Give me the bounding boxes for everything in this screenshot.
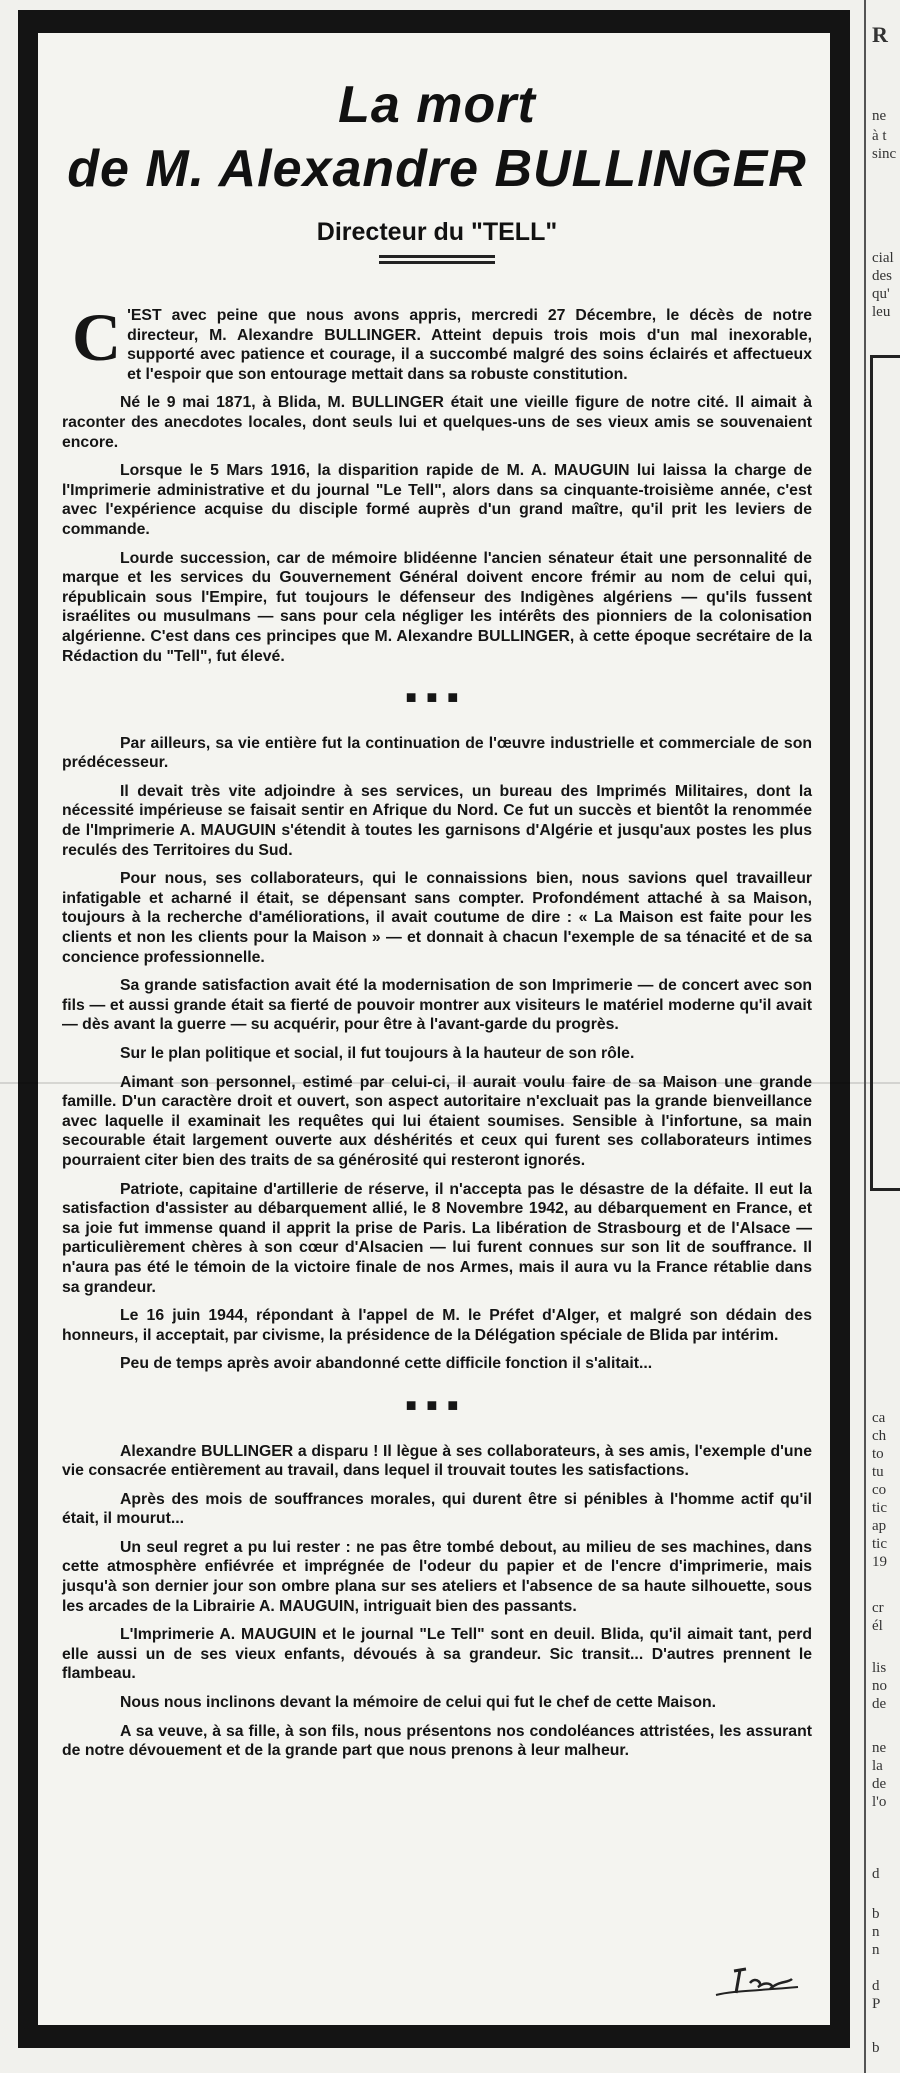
fragment-text: P	[872, 1996, 881, 2012]
fragment-text: d	[872, 1866, 880, 1882]
paragraph: Peu de temps après avoir abandonné cette difficile fonction il s'alitait...	[120, 1355, 653, 1373]
paragraph: Le 16 juin 1944, répondant à l'appel de M. le Préfet d'Alger, et malgré son dédain des honneurs, il acceptait, par civisme, la présidence de la Délégation spéciale de Blida par intérim.	[62, 1307, 812, 1344]
paragraph: Patriote, capitaine d'artillerie de réserve, il n'accepta pas le désastre de la défaite. Il eut la satisfaction d'assister au débarquement allié, le 8 Novembre 1942, au débarquement en France, et sa joie fut immense quand il apprit la prise de Paris. La libération de Strasbourg et de l'Alsace — particulièrement chères à son cœur d'Alsacien — lui furent connues sur son lit de souffrance. Il n'aura pas été le témoin de la victoire finale de nos Armes, mais il aura vu la France rétablie dans sa grandeur.	[62, 1180, 812, 1296]
fragment-text: de	[872, 1776, 887, 1792]
fragment-text: co	[872, 1482, 887, 1498]
paragraph: Il devait très vite adjoindre à ses services, un bureau des Imprimés Militaires, dont la nécessité impérieuse se faisait sentir en Afrique du Nord. Ce fut un succès et bientôt la renommée de l'Imprimerie A. MAUGUIN s'étendit à toutes les garnisons d'Algérie et jusqu'aux postes les plus reculés des Territoires du Sud.	[62, 782, 812, 859]
column-rule	[864, 0, 866, 2073]
paragraph: Après des mois de souffrances morales, qui durent être si pénibles à l'homme actif qu'il était, il mourut...	[62, 1490, 812, 1528]
fragment-text: à t	[872, 128, 887, 144]
fragment-text: ca	[872, 1410, 886, 1426]
fragment-text: él	[872, 1618, 883, 1634]
paragraph-text: 'EST avec peine que nous avons appris, mercredi 27 Décembre, le décès de notre directeur, M. Alexandre BULLINGER. Atteint depuis trois mois d'un mal inexorable, supporté avec patience et courage, il a succombé malgré des soins éclairés et affectueux et l'espoir que son entourage mettait dans sa robuste constitution.	[127, 307, 812, 383]
fragment-text: R	[872, 22, 888, 47]
fragment-text: lis	[872, 1660, 887, 1676]
adjacent-column-fragment	[862, 0, 900, 2073]
paragraph: Lourde succession, car de mémoire blidéenne l'ancien sénateur était une personnalité de marque et les services du Gouvernement Général doivent encore frémir au nom de celui qui, républicain sous l'Empire, fut toujours le défenseur des Indigènes algériens — qu'ils fussent israélites ou musulmans — sans pour cela négliger les intérêts des pionniers de la colonisation algérienne. C'est dans ces principes que M. Alexandre BULLINGER, à cette époque secrétaire de la Rédaction du "Tell", fut élevé.	[62, 549, 812, 665]
fragment-text: ne	[872, 1740, 887, 1756]
signature-mark	[712, 1961, 802, 2003]
fragment-text: cial	[872, 250, 894, 266]
paragraph: Né le 9 mai 1871, à Blida, M. BULLINGER était une vieille figure de notre cité. Il aimait à raconter des anecdotes locales, dont seuls lui et quelques-uns de ses vieux amis se souvenaient encore.	[62, 394, 812, 451]
fragment-text: sinc	[872, 146, 897, 162]
section-separator: ■■■	[405, 1394, 469, 1415]
title-double-rule	[379, 255, 495, 264]
article-body	[38, 33, 830, 2025]
fragment-text: n	[872, 1942, 880, 1958]
fragment-text: de	[872, 1696, 887, 1712]
fragment-text: cr	[872, 1600, 884, 1616]
fragment-text: qu'	[872, 286, 890, 302]
fragment-text: b	[872, 1906, 880, 1922]
fragment-text: d	[872, 1978, 880, 1994]
fragment-text: tic	[872, 1500, 887, 1516]
fragment-text: des	[872, 268, 892, 284]
fragment-text: n	[872, 1924, 880, 1940]
paragraph: Sur le plan politique et social, il fut toujours à la hauteur de son rôle.	[120, 1045, 635, 1062]
fragment-text: tic	[872, 1536, 887, 1552]
fragment-text: to	[872, 1446, 884, 1462]
fragment-text: l'o	[872, 1794, 887, 1810]
fragment-text: b	[872, 2040, 880, 2056]
fragment-text: tu	[872, 1464, 884, 1480]
article-text	[62, 299, 812, 1761]
fragment-text: no	[872, 1678, 887, 1694]
fragment-text: ch	[872, 1428, 887, 1444]
fragment-text: leu	[872, 304, 891, 320]
headline-line-1: La mort	[338, 76, 536, 134]
article-black-border	[18, 10, 850, 2048]
paper-fold-line	[0, 1082, 900, 1084]
drop-cap: C	[72, 299, 122, 375]
paragraph: Par ailleurs, sa vie entière fut la continuation de l'œuvre industrielle et commerciale de son prédécesseur.	[62, 734, 812, 772]
paragraph: Aimant son personnel, estimé par celui-ci, il aurait voulu faire de sa Maison une grande famille. D'un caractère droit et ouvert, son aspect autoritaire n'excluait pas la grande bienveillance avec laquelle il examinait les requêtes qui lui étaient soumises. Sensible à l'infortune, sa main secourable était largement ouverte aux déshérités et ceux qui furent ses collaborateurs intimes pourraient citer bien des traits de sa générosité qui resteront ignorés.	[62, 1073, 812, 1169]
fragment-text: la	[872, 1758, 883, 1774]
fragment-text: ap	[872, 1518, 887, 1534]
paragraph: Pour nous, ses collaborateurs, qui le connaissions bien, nous savions quel travailleur infatigable et acharné il était, se dépensant sans compter. Profondément attaché à sa Maison, toujours à la recherche d'améliorations, il avait coutume de dire : « La Maison est faite pour les clients et non les clients pour la Maison » — et donnait à chacun l'exemple de sa ténacité et de sa concience professionnelle.	[62, 870, 812, 966]
headline-line-2: de M. Alexandre BULLINGER	[67, 140, 807, 198]
paragraph: Lorsque le 5 Mars 1916, la disparition rapide de M. A. MAUGUIN lui laissa la charge de l'Imprimerie administrative et du journal "Le Tell", alors dans sa cinquante-troisième année, c'est avec l'expérience acquise du disciple formé auprès d'un grand maître, qu'il prit les leviers de commande.	[62, 462, 812, 538]
adjacent-box-border	[870, 355, 900, 1191]
paragraph	[62, 299, 812, 384]
paragraph: L'Imprimerie A. MAUGUIN et le journal "Le Tell" sont en deuil. Blida, qu'il aimait tant, perd elle aussi un de ses vieux enfants, dévoués à sa grandeur. Sic transit... D'autres prennent le flambeau.	[62, 1626, 812, 1683]
paragraph: Nous nous inclinons devant la mémoire de celui qui fut le chef de cette Maison.	[120, 1694, 717, 1712]
paragraph: A sa veuve, à sa fille, à son fils, nous présentons nos condoléances attristées, les assurant de notre dévouement et de la grande part que nous prenons à leur malheur.	[62, 1722, 812, 1760]
fragment-text: 19	[872, 1554, 887, 1570]
headline	[62, 73, 812, 201]
paragraph: Sa grande satisfaction avait été la modernisation de son Imprimerie — de concert avec son fils — et aussi grande était sa fierté de pouvoir montrer aux visiteurs le matériel moderne qu'il avait — dès avant la guerre — su acquérir, pour être à l'avant-garde du progrès.	[62, 977, 812, 1034]
paragraph: Alexandre BULLINGER a disparu ! Il lègue à ses collaborateurs, à ses amis, l'exemple d'une vie consacrée entièrement au travail, dans lequel il trouvait toutes les satisfactions.	[62, 1442, 812, 1480]
subheadline: Directeur du "TELL"	[316, 218, 558, 246]
fragment-text: ne	[872, 108, 887, 124]
paragraph: Un seul regret a pu lui rester : ne pas être tombé debout, au milieu de ses machines, dans cette atmosphère enfiévrée et imprégnée de l'odeur du papier et de l'encre d'imprimerie, mais jusqu'à son dernier jour son ombre plana sur ses ateliers et l'absence de sa haute silhouette, sous les arcades de la Librairie A. MAUGUIN, intriguait bien des passants.	[62, 1538, 812, 1615]
section-separator: ■■■	[405, 687, 469, 708]
